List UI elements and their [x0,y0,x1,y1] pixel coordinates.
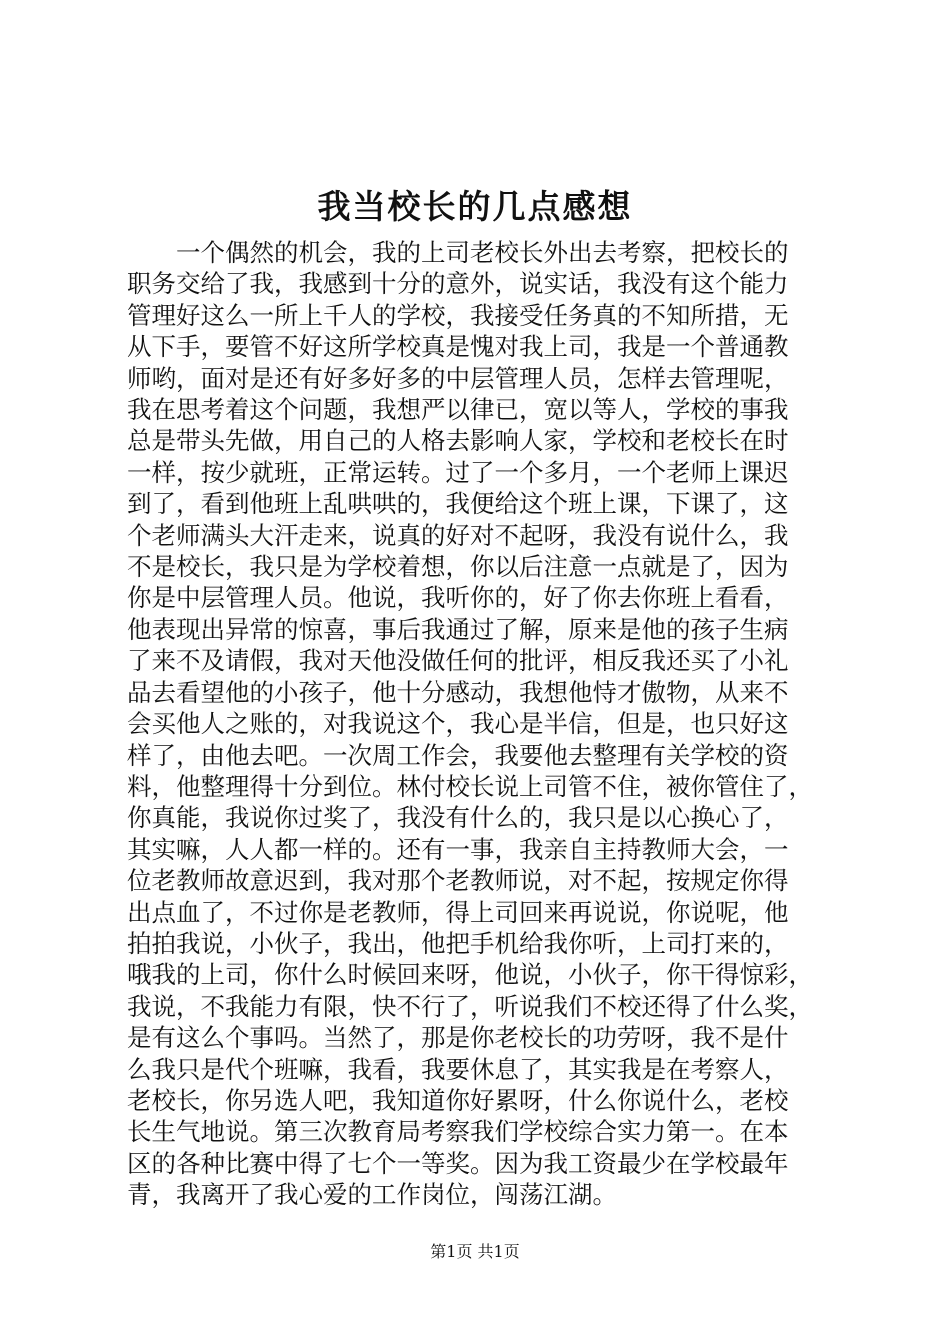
body-paragraph [127,237,835,1211]
paragraph-line: 不是校长，我只是为学校着想，你以后注意一点就是了，因为 [127,552,789,582]
paragraph-line: 从下手，要管不好这所学校真是愧对我上司，我是一个普通教 [127,332,789,362]
paragraph-line: 一样，按少就班，正常运转。过了一个多月，一个老师上课迟 [127,457,789,487]
paragraph-line: 我在思考着这个问题，我想严以律已，宽以等人，学校的事我 [127,395,789,425]
paragraph-line: 他表现出异常的惊喜，事后我通过了解，原来是他的孩子生病 [127,614,789,644]
paragraph-line: 我说，不我能力有限，快不行了，听说我们不校还得了什么奖， [127,991,813,1021]
paragraph-line: 了来不及请假，我对天他没做任何的批评，相反我还买了小礼 [127,646,789,676]
paragraph-line: 师哟，面对是还有好多好多的中层管理人员，怎样去管理呢， [127,363,789,393]
page-title: 我当校长的几点感想 [317,187,633,226]
paragraph-line: 管理好这么一所上千人的学校，我接受任务真的不知所措，无 [127,300,789,330]
paragraph-line: 么我只是代个班嘛，我看，我要休息了，其实我是在考察人， [127,1054,789,1084]
paragraph-line: 其实嘛，人人都一样的。还有一事，我亲自主持教师大会，一 [127,834,789,864]
paragraph-line: 个老师满头大汗走来，说真的好对不起呀，我没有说什么，我 [127,520,789,550]
paragraph-line: 样了，由他去吧。一次周工作会，我要他去整理有关学校的资 [127,740,789,770]
paragraph-line: 到了，看到他班上乱哄哄的，我便给这个班上课，下课了，这 [127,489,789,519]
paragraph-line: 拍拍我说，小伙子，我出，他把手机给我你听，上司打来的， [127,928,789,958]
paragraph-line: 长生气地说。第三次教育局考察我们学校综合实力第一。在本 [127,1117,789,1147]
paragraph-line: 你是中层管理人员。他说，我听你的，好了你去你班上看看， [127,583,789,613]
paragraph-line: 出点血了，不过你是老教师，得上司回来再说说，你说呢，他 [127,897,789,927]
paragraph-line: 区的各种比赛中得了七个一等奖。因为我工资最少在学校最年 [127,1148,789,1178]
paragraph-line: 料，他整理得十分到位。林付校长说上司管不住，被你管住了， [127,771,813,801]
paragraph-line: 会买他人之账的，对我说这个，我心是半信，但是，也只好这 [127,709,789,739]
paragraph-line: 青，我离开了我心爱的工作岗位，闯荡江湖。 [127,1180,617,1210]
paragraph-line: 老校长，你另选人吧，我知道你好累呀，什么你说什么，老校 [127,1085,789,1115]
paragraph-line: 位老教师故意迟到，我对那个老教师说，对不起，按规定你得 [127,866,789,896]
paragraph-line: 哦我的上司，你什么时候回来呀，他说，小伙子，你干得惊彩， [127,960,813,990]
paragraph-line: 你真能，我说你过奖了，我没有什么的，我只是以心换心了， [127,803,789,833]
paragraph-line: 职务交给了我，我感到十分的意外，说实话，我没有这个能力 [127,269,789,299]
page-footer: 第1页 共1页 [430,1242,520,1261]
paragraph-line: 一个偶然的机会，我的上司老校长外出去考察，把校长的 [127,238,789,267]
paragraph-line: 总是带头先做，用自己的人格去影响人家，学校和老校长在时 [127,426,789,456]
paragraph-line: 是有这么个事吗。当然了，那是你老校长的功劳呀，我不是什 [127,1023,789,1053]
paragraph-line: 品去看望他的小孩子，他十分感动，我想他恃才傲物，从来不 [127,677,789,707]
